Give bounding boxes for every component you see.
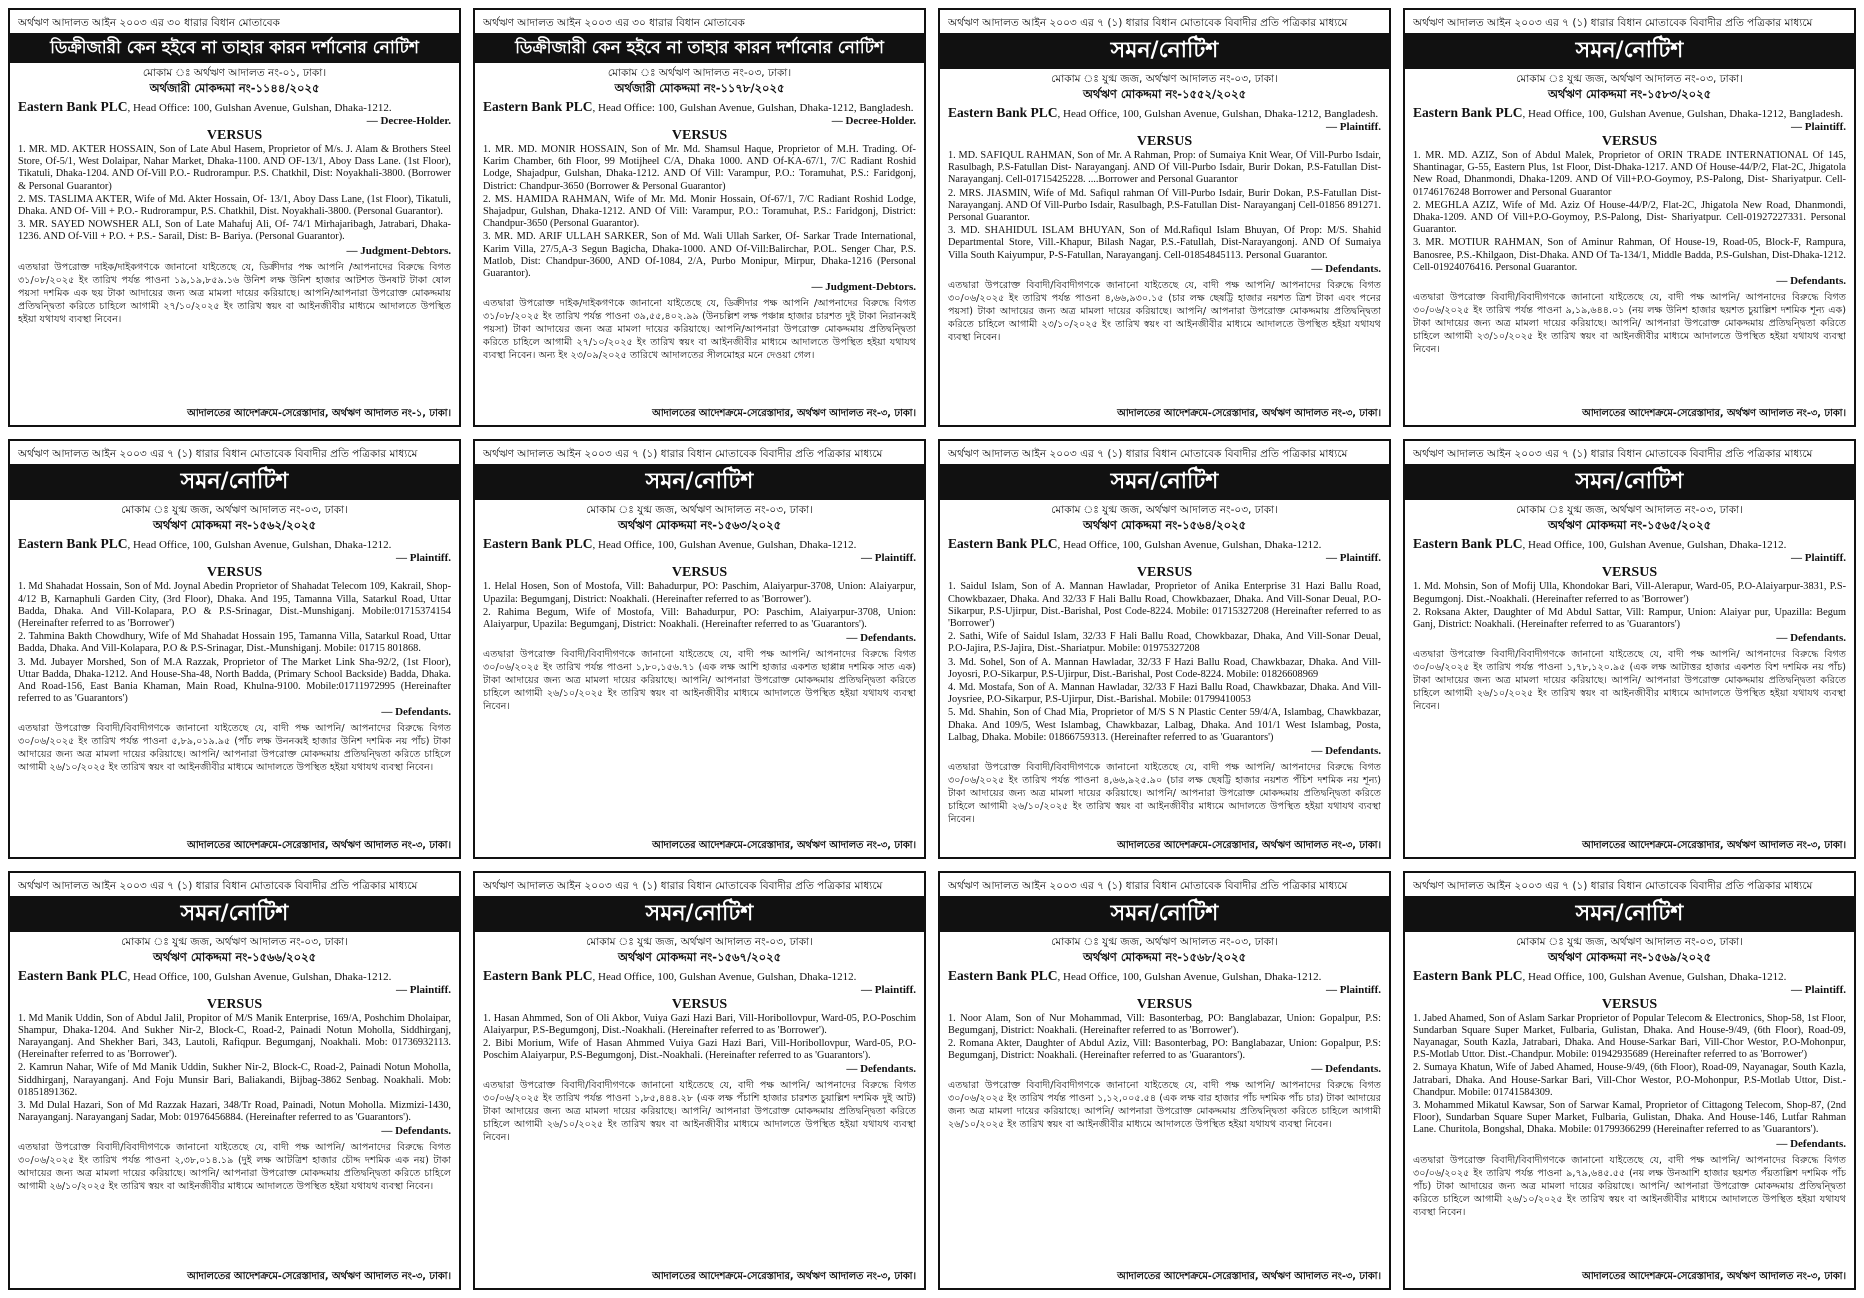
notice-body: এতদ্বারা উপরোক্ত দাইক/দাইকগণকে জানানো যাইতেছে যে, ডিক্রীদার পক্ষ আপনি /আপনাদের বিরুদ্ধে বিগত ৩১/০৮/২০২৫ ইং তারিখ পর্যন্ত পাওনা ৩৯,৫৫,৪০২.৯৯ (উনচল্লিশ লক্ষ পঞ্চান্ন হাজার চারশত দুই টাকা নিরানব্বই পয়সা) টাকা আদায়ের জন্য অত্র মামলা দায়ের করিয়াছে। আপনি/আপনারা উপরোক্ত মোকদ্দমায় প্রতিদ্বন্দ্বিতা করিতে চাহিলে আগামী ২৭/১০/২০২৫ ইং তারিখ স্বয়ং বা আইনজীবীর মাধ্যমে আদালতে উপস্থিত হইয়া যথাযথ ব্যবস্থা নিবেন। অন্য ইং ২৩/০৯/২০২৫ তারিখে আদালতের সীলমোহর মনে দেওয়া গেল। [483,298,916,362]
plaintiff-address: , Head Office, 100, Gulshan Avenue, Gulshan, Dhaka-1212. [1522,970,1787,983]
defendant-role: — Defendants. [1776,275,1846,288]
notices-page [8,8,1856,1290]
plaintiff-role: — Plaintiff. [1326,983,1381,996]
court-signature: আদালতের আদেশক্রমে-সেরেস্তাদার, অর্থঋণ আদালত নং-৩, ঢাকা। [1582,839,1846,851]
plaintiff [1413,969,1846,984]
notice-law-reference: অর্থঋণ আদালত আইন ২০০৩ এর ৭ (১) ধারার বিধান মোতাবেক বিবাদীর প্রতি পত্রিকার মাধ্যমে [1413,448,1813,461]
court-signature: আদালতের আদেশক্রমে-সেরেস্তাদার, অর্থঋণ আদালত নং-১, ঢাকা। [187,408,451,420]
defendant-entry: 3. Md Dulal Hazari, Son of Md Razzak Hazari, 348/Tr Road, Painadi, Notun Moholla. Mizmizi-1430, Narayanganj. Narayanganj Sadar, Mob: 01976456884. (Hereinafter referred to as 'Guarantors'). [18,1100,451,1124]
notice-law-reference: অর্থঋণ আদালত আইন ২০০৩ এর ৭ (১) ধারার বিধান মোতাবেক বিবাদীর প্রতি পত্রিকার মাধ্যমে [1413,879,1813,892]
notice-title: সমন/নোটিশ [1405,464,1854,500]
plaintiff-name: Eastern Bank PLC [1413,967,1523,983]
notice-title: সমন/নোটিশ [940,33,1389,69]
plaintiff [948,106,1381,121]
case-number: অর্থজারী মোকদ্দমা নং-১১৪৪/২০২৫ [149,81,320,95]
defendant-entry: 2. Kamrun Nahar, Wife of Md Manik Uddin, Sukher Nir-2, Block-C, Road-2, Painadi Notun Moholla, Siddhirganj, Narayanganj. And Foju Munsir Bari, Baliakandi, Bijbag-3862 Senbag. Noakhali. Mob: 01851891362. [18,1062,451,1098]
defendant-entry: 1. Jabed Ahamed, Son of Aslam Sarkar Proprietor of Popular Telecom & Electronics, Shop-58, 1st Floor, Sundarban Square Super Market, Fulbaria, Gulistan, Dhaka. And House-9/49, (6th Floor), Road-09, Nayanagar, South Kazla, Jatrabari, Dhaka. And House-Sarkar Bari, Vill-Chor Westor, P.O-Mohonpur, P.S-Motlab Uttor. Dist.-Chandpur. Mobile: 01942935689 (Hereinafter referred to as 'Borrower') [1413,1012,1846,1061]
plaintiff-role: — Plaintiff. [396,983,451,996]
versus-label: VERSUS [671,128,728,143]
notice-law-reference: অর্থঋণ আদালত আইন ২০০৩ এর ৭ (১) ধারার বিধান মোতাবেক বিবাদীর প্রতি পত্রিকার মাধ্যমে [18,448,418,461]
defendant-role: — Defendants. [1311,744,1381,757]
notice-body: এতদ্বারা উপরোক্ত বিবাদী/বিবাদীগণকে জানানো যাইতেছে যে, বাদী পক্ষ আপনি/ আপনাদের বিরুদ্ধে বিগত ৩০/০৬/২০২৫ ইং তারিখ পর্যন্ত পাওনা ১,৭৮,১২০.৯৫ (এক লক্ষ আটাত্তর হাজার একশত বিশ দশমিক নয় পাঁচ) টাকা আদায়ের জন্য অত্র মামলা দায়ের করিয়াছে। আপনি/ আপনারা উপরোক্ত মোকদ্দমায় প্রতিদ্বন্দ্বিতা করিতে চাহিলে আগামী ২৬/১০/২০২৫ ইং তারিখ স্বয়ং বা আইনজীবীর মাধ্যমে আদালতে উপস্থিত হইয়া যথাযথ ব্যবস্থা নিবেন। [1413,649,1846,713]
defendants-list [18,581,451,706]
notice-title: সমন/নোটিশ [940,464,1389,500]
plaintiff-role: — Plaintiff. [1326,552,1381,565]
defendant-entry: 2. Roksana Akter, Daughter of Md Abdul Sattar, Vill: Rampur, Union: Alaiyar pur, Upazilla: Begum Ganj, District: Noakhali. (Hereinafter referred to as 'Guarantors') [1413,606,1846,630]
court-name: মোকাম ঃ যুগ্ম জজ, অর্থঋণ আদালত নং-০৩, ঢাকা। [1051,935,1278,948]
defendant-entry: 2. Rahima Begum, Wife of Mostofa, Vill: Bahadurpur, PO: Paschim, Alaiyarpur-3708, Union: Alaiyarpur, Upazila: Begumganj, District: Noakhali. (Hereinafter referred to as 'Guarantors'). [483,606,916,630]
plaintiff-name: Eastern Bank PLC [1413,105,1523,120]
notice-body: এতদ্বারা উপরোক্ত বিবাদী/বিবাদীগণকে জানানো যাইতেছে যে, বাদী পক্ষ আপনি/ আপনাদের বিরুদ্ধে বিগত ৩০/০৬/২০২৫ ইং তারিখ পর্যন্ত পাওনা ১,৮০,১৫৬.৭১ (এক লক্ষ আশি হাজার একশত ছাপ্পান্ন দশমিক সাত এক) টাকা আদায়ের জন্য অত্র মামলা দায়ের করিয়াছে। আপনি/ আপনারা উপরোক্ত মোকদ্দমায় প্রতিদ্বন্দ্বিতা করিতে চাহিলে আগামী ২৬/১০/২০২৫ ইং তারিখ স্বয়ং বা আইনজীবীর মাধ্যমে আদালতে উপস্থিত হইয়া যথাযথ ব্যবস্থা নিবেন। [483,649,916,713]
plaintiff [18,537,451,552]
versus-label: VERSUS [206,128,263,143]
defendant-entry: 2. MRS. JIASMIN, Wife of Md. Safiqul rahman Of Vill-Purbo Isdair, Burir Dokan, P.S-Fatullan Dist- Narayanganj. AND Of Vill-Purbo Isdair, Rasulbagh, P.S-Fatullan Dist- Narayanganj Cell-01856 891271. Personal Guarantor. [948,187,1381,224]
defendant-entry: 1. MR. MD. MONIR HOSSAIN, Son of Mr. Md. Shamsul Haque, Proprietor of M.H. Trading. Of-Karim Chamber, 6th Floor, 99 Motijheel C/A, Dhaka 1000. AND Of-KA-67/1, 7/C Radiant Roshid Lodge, Shajadpur, Gulshan, Dhaka-1212. AND Of Vill: Varampur, P.O.: Toramuhat, P.S.: Faridgonj, District: Chandpur-3650 (Borrower & Personal Guarantor) [483,144,916,192]
defendant-entry: 2. Tahmina Bakth Chowdhury, Wife of Md Shahadat Hossain 195, Tamanna Villa, Satarkul Road, Uttar Badda, Dhaka. And Vill-Kolapara, P.O & P.S-Srinagar, Dist.-Munshiganj. Mobile: 01715 801868. [18,631,451,655]
case-number: অর্থঋণ মোকদ্দমা নং-১৫৬৭/২০২৫ [617,949,782,964]
plaintiff-address: , Head Office: 100, Gulshan Avenue, Gulshan, Dhaka-1212, Bangladesh. [592,102,914,114]
defendants-list [1413,581,1846,632]
versus-label: VERSUS [1601,565,1658,581]
versus-label: VERSUS [671,565,728,581]
defendants-list [483,581,916,632]
case-number: অর্থঋণ মোকদ্দমা নং-১৫৬৫/২০২৫ [1547,518,1712,533]
plaintiff-address: , Head Office, 100, Gulshan Avenue, Gulshan, Dhaka-1212, Bangladesh. [1057,108,1379,120]
defendants-list [948,581,1381,745]
defendant-entry: 4. Md. Mostafa, Son of A. Mannan Hawladar, 32/33 F Hazi Ballu Road, Chawkbazar, Dhaka. And Vill-Joysriee, P.O-Sikarpur, P.S-Ujirpur, Dist.-Barishal. Mobile: 01799410053 [948,681,1381,706]
plaintiff-role: — Plaintiff. [396,552,451,565]
defendant-role: — Defendants. [846,632,916,645]
legal-notice [8,871,461,1290]
notice-body: এতদ্বারা উপরোক্ত বিবাদী/বিবাদীগণকে জানানো যাইতেছে যে, বাদী পক্ষ আপনি/ আপনাদের বিরুদ্ধে বিগত ৩০/০৬/২০২৫ ইং তারিখ পর্যন্ত পাওনা ৪,৬৬,৯২৫.৯০ (চার লক্ষ ছেষট্টি হাজার নয়শত পঁচিশ দশমিক নয় শূন্য) টাকা আদায়ের জন্য অত্র মামলা দায়ের করিয়াছে। আপনি/ আপনারা উপরোক্ত মোকদ্দমায় প্রতিদ্বন্দ্বিতা করিতে চাহিলে আগামী ২৬/১০/২০২৫ ইং তারিখ স্বয়ং বা আইনজীবীর মাধ্যমে আদালতে উপস্থিত হইয়া যথাযথ ব্যবস্থা নিবেন। [948,761,1381,825]
court-signature: আদালতের আদেশক্রমে-সেরেস্তাদার, অর্থঋণ আদালত নং-৩, ঢাকা। [1117,839,1381,851]
plaintiff-address: , Head Office, 100, Gulshan Avenue, Gulshan, Dhaka-1212. [592,539,857,552]
defendant-entry: 2. Bibi Morium, Wife of Hasan Ahmmed Vuiya Gazi Hazi Bari, Vill-Horibollovpur, Ward-05, P.O-Poschim Alaiyarpur, P.S-Begumgonj, Dist.-Noakhali. (Hereinafter referred to as 'Guarantors'). [483,1038,916,1062]
defendants-list [18,1013,451,1126]
case-number: অর্থঋণ মোকদ্দমা নং-১৫৬৩/২০২৫ [617,518,782,533]
court-name: মোকাম ঃ যুগ্ম জজ, অর্থঋণ আদালত নং-০৩, ঢাকা। [121,504,348,517]
plaintiff-address: , Head Office: 100, Gulshan Avenue, Gulshan, Dhaka-1212. [127,102,392,114]
defendant-entry: 3. MD. SHAHIDUL ISLAM BHUYAN, Son of Md.Rafiqul Islam Bhuyan, Of Prop: M/S. Shahid Departmental Store, Vill.-Khapur, Bilash Nagar, P.S.-Fatullah, Dist-Narayangonj. AND Of Sumaiya Villa South Kaiyumpur, P-S-Fatullan, Narayanganj. Cell-01854845113. Personal Guarantor. [948,225,1381,261]
notice-law-reference: অর্থঋণ আদালত আইন ২০০৩ এর ৭ (১) ধারার বিধান মোতাবেক বিবাদীর প্রতি পত্রিকার মাধ্যমে [948,879,1348,892]
legal-notice [938,871,1391,1290]
plaintiff-role: — Decree-Holder. [831,115,916,127]
plaintiff-role: — Plaintiff. [1791,121,1846,133]
court-name: মোকাম ঃ অর্থঋণ আদালত নং-০১, ঢাকা। [142,67,327,79]
notice-body: এতদ্বারা উপরোক্ত বিবাদী/বিবাদীগণকে জানানো যাইতেছে যে, বাদী পক্ষ আপনি/ আপনাদের বিরুদ্ধে বিগত ৩০/০৬/২০২৫ ইং তারিখ পর্যন্ত পাওনা ৯,১৯,৬৪৪.০১ (নয় লক্ষ উনিশ হাজার ছয়শত চুয়াল্লিশ দশমিক শূন্য এক) টাকা আদায়ের জন্য অত্র মামলা দায়ের করিয়াছে। আপনি/ আপনারা উপরোক্ত মোকদ্দমায় প্রতিদ্বন্দ্বিতা করিতে চাহিলে আগামী ২৩/১০/২০২৫ ইং তারিখ স্বয়ং বা আইনজীবীর মাধ্যমে আদালতে উপস্থিত হইয়া যথাযথ ব্যবস্থা নিবেন। [1413,292,1846,356]
court-name: মোকাম ঃ যুগ্ম জজ, অর্থঋণ আদালত নং-০৩, ঢাকা। [1516,73,1743,85]
notice-title: সমন/নোটিশ [1405,896,1854,932]
defendant-entry: 1. Helal Hosen, Son of Mostofa, Vill: Bahadurpur, PO: Paschim, Alaiyarpur-3708, Union: Alaiyarpur, Upazila: Begumganj, District: Noakhali. (Hereinafter referred to as 'Borrower'). [483,581,916,605]
defendant-entry: 1. MD. SAFIQUL RAHMAN, Son of Mr. A Rahman, Prop: of Sumaiya Knit Wear, Of Vill-Purbo Isdair, Rasulbagh, P.S-Fatullan Dist- Narayanganj. AND Of Vill-Purbo Isdair, Burir Dokan, P.S-Fatullan Dist- Narayanganj. Cell-01715425228. ....Borrower and Personal Guarantor [948,150,1381,186]
notice-law-reference: অর্থঋণ আদালত আইন ২০০৩ এর ৩০ ধারার বিধান মোতাবেক [18,17,280,29]
defendant-entry: 1. Md Manik Uddin, Son of Abdul Jalil, Propitor of M/S Manik Enterprise, 169/A, Poshchim Dholaipar, Shampur, Dhaka-1204. And Sukher Nir-2, Block-C, Road-2, Painadi Notun Moholla, Siddhirganj, Narayanganj. And Shekher Bari, 343, Lautoli, Rafiqpur. Begumganj, Noakhali. Mob: 01736932113. (Hereinafter referred to as 'Borrower'). [18,1012,451,1061]
plaintiff-name: Eastern Bank PLC [948,105,1058,120]
defendants-list [483,1013,916,1064]
defendant-role: — Defendants. [1776,1137,1846,1150]
versus-label: VERSUS [1136,565,1193,581]
notice-law-reference: অর্থঋণ আদালত আইন ২০০৩ এর ৭ (১) ধারার বিধান মোতাবেক বিবাদীর প্রতি পত্রিকার মাধ্যমে [1413,17,1813,29]
case-number: অর্থঋণ মোকদ্দমা নং-১৫৬২/২০২৫ [152,518,317,533]
legal-notice [938,439,1391,858]
notice-body: এতদ্বারা উপরোক্ত বিবাদী/বিবাদীগণকে জানানো যাইতেছে যে, বাদী পক্ষ আপনি/ আপনাদের বিরুদ্ধে বিগত ৩০/০৬/২০২৫ ইং তারিখ পর্যন্ত পাওনা ৪,৬৬,৯৩০.১৫ (চার লক্ষ ছেষট্টি হাজার নয়শত ত্রিশ টাকা এবং পনের পয়সা) টাকা আদায়ের জন্য অত্র মামলা দায়ের করিয়াছে। আপনি/ আপনারা উপরোক্ত মোকদ্দমায় প্রতিদ্বন্দ্বিতা করিতে চাহিলে আগামী ২৩/১০/২০২৫ ইং তারিখ স্বয়ং বা আইনজীবীর মাধ্যমে আদালতে উপস্থিত হইয়া যথাযথ ব্যবস্থা নিবেন। [948,279,1381,343]
versus-label: VERSUS [671,996,728,1012]
plaintiff-role: — Plaintiff. [861,552,916,565]
notice-title: সমন/নোটিশ [475,896,924,932]
plaintiff [1413,537,1846,552]
plaintiff [483,969,916,984]
court-signature: আদালতের আদেশক্রমে-সেরেস্তাদার, অর্থঋণ আদালত নং-৩, ঢাকা। [652,1271,916,1282]
defendant-entry: 3. MR. MD. ARIF ULLAH SARKER, Son of Md. Wali Ullah Sarker, Of- Sarkar Trade International, Karim Villa, 27/5,A-3 Segun Bagicha, Dhaka-1000. AND Of-Vill:Balirchar, P.OL. Senger Char, P.S. Matlob, Dist: Chandpur-3600, AND Of-1084, 2/A, Purbo Monipur, Mirpur, Dhaka-1216 (Personal Guarantor). [483,231,916,280]
court-signature: আদালতের আদেশক্রমে-সেরেস্তাদার, অর্থঋণ আদালত নং-৩, ঢাকা। [1117,1271,1381,1282]
legal-notice [473,439,926,858]
notice-title: সমন/নোটিশ [10,464,459,500]
legal-notice [1403,439,1856,858]
defendant-entry: 2. MS. TASLIMA AKTER, Wife of Md. Akter Hossain, Of- 13/1, Aboy Dass Lane, (1st Floor), Tikatuli, Dhaka. AND Of- Vill + P.O.- Rudrorampur, P.S. Chatkhil, Dist. Noyakhali-3800. (Personal Guarantor). [18,193,451,218]
notice-law-reference: অর্থঋণ আদালত আইন ২০০৩ এর ৭ (১) ধারার বিধান মোতাবেক বিবাদীর প্রতি পত্রিকার মাধ্যমে [18,879,418,892]
plaintiff-address: , Head Office, 100, Gulshan Avenue, Gulshan, Dhaka-1212. [592,970,857,983]
plaintiff-role: — Plaintiff. [1791,983,1846,996]
notice-law-reference: অর্থঋণ আদালত আইন ২০০৩ এর ৩০ ধারার বিধান মোতাবেক [483,17,745,29]
plaintiff-name: Eastern Bank PLC [948,967,1058,983]
defendant-role: — Defendants. [381,706,451,719]
court-signature: আদালতের আদেশক্রমে-সেরেস্তাদার, অর্থঋণ আদালত নং-৩, ঢাকা। [1117,408,1381,420]
defendants-list [483,144,916,281]
defendant-entry: 2. Sumaya Khatun, Wife of Jabed Ahamed, House-9/49, (6th Floor), Road-09, Nayanagar, South Kazla, Jatrabari, Dhaka. And House-Sarkar Bari, Vill-Chor Westor, P.O-Mohonpur, P.S-Motlab Uttor, Dist.-Chandpur. Mobile: 01741584309. [1413,1062,1846,1098]
plaintiff [18,100,451,115]
plaintiff-role: — Decree-Holder. [366,115,451,127]
defendant-entry: 2. Sathi, Wife of Saidul Islam, 32/33 F Hali Ballu Road, Chowkbazar, Dhaka, And Vill-Sonar Deual, P.O-Jajira, P.S-Jajira, Dist.-Shariatpur. Mobile: 01975327208 [948,631,1381,655]
notice-law-reference: অর্থঋণ আদালত আইন ২০০৩ এর ৭ (১) ধারার বিধান মোতাবেক বিবাদীর প্রতি পত্রিকার মাধ্যমে [948,17,1348,29]
case-number: অর্থঋণ মোকদ্দমা নং-১৫৬৯/২০২৫ [1547,949,1712,964]
notice-body: এতদ্বারা উপরোক্ত দাইক/দাইকগণকে জানানো যাইতেছে যে, ডিক্রীদার পক্ষ আপনি /আপনাদের বিরুদ্ধে বিগত ৩১/০৮/২০২৫ ইং তারিখ পর্যন্ত পাওনা ১৯,১৯,৮৫৯.১৬ উনিশ লক্ষ উনিশ হাজার আটশত উনষাট টাকা ষোল পয়সা দশমিক এক ছয় টাকা আদায়ের জন্য অত্র মামলা দায়ের করিয়াছে। আপনি/আপনারা উপরোক্ত মোকদ্দমায় প্রতিদ্বন্দ্বিতা করিতে চাহিলে আগামী ২৭/১০/২০২৫ ইং তারিখ স্বয়ং বা আইনজীবীর মাধ্যমে আদালতে উপস্থিত হইয়া যথাযথ ব্যবস্থা নিবেন। [18,261,451,325]
legal-notice [473,8,926,427]
plaintiff-role: — Plaintiff. [1326,121,1381,133]
versus-label: VERSUS [206,565,263,581]
legal-notice [1403,8,1856,427]
versus-label: VERSUS [1601,134,1658,149]
defendant-entry: 3. Md. Jubayer Morshed, Son of M.A Razzak, Proprietor of The Market Link Sha-92/2, (1st Floor), Uttar Badda, Dhaka-1212. And House-Sha-48, North Badda, (Primary School Backside) Badda, Dhaka. And Road-156, East Bania Khaman, Main Road, Khulna-9100. Mobile:01711972995 (Hereinafter referred to as 'Guarantors') [18,656,451,705]
notice-title: সমন/নোটিশ [1405,33,1854,69]
plaintiff-name: Eastern Bank PLC [483,99,593,114]
court-signature: আদালতের আদেশক্রমে-সেরেস্তাদার, অর্থঋণ আদালত নং-৩, ঢাকা। [187,1271,451,1282]
versus-label: VERSUS [1601,996,1658,1012]
plaintiff-name: Eastern Bank PLC [18,967,128,983]
plaintiff-address: , Head Office, 100, Gulshan Avenue, Gulshan, Dhaka-1212. [1057,970,1322,983]
court-signature: আদালতের আদেশক্রমে-সেরেস্তাদার, অর্থঋণ আদালত নং-৩, ঢাকা। [187,839,451,851]
notice-body: এতদ্বারা উপরোক্ত বিবাদী/বিবাদীগণকে জানানো যাইতেছে যে, বাদী পক্ষ আপনি/ আপনাদের বিরুদ্ধে বিগত ৩০/০৬/২০২৫ ইং তারিখ পর্যন্ত পাওনা ২,৩৮,০১৪.১৯ (দুই লক্ষ আটত্রিশ হাজার চৌদ্দ দশমিক এক নয়) টাকা আদায়ের জন্য অত্র মামলা দায়ের করিয়াছে। আপনি/ আপনারা উপরোক্ত মোকদ্দমায় প্রতিদ্বন্দ্বিতা করিতে চাহিলে আগামী ২৬/১০/২০২৫ ইং তারিখ স্বয়ং বা আইনজীবীর মাধ্যমে আদালতে উপস্থিত হইয়া যথাযথ ব্যবস্থা নিবেন। [18,1142,451,1193]
plaintiff-role: — Plaintiff. [1791,552,1846,565]
defendants-list [948,1013,1381,1064]
defendants-list [18,144,451,245]
notice-title: ডিক্রীজারী কেন হইবে না তাহার কারন দর্শানোর নোটিশ [475,33,924,63]
plaintiff-address: , Head Office, 100, Gulshan Avenue, Gulshan, Dhaka-1212. [127,970,392,983]
plaintiff-name: Eastern Bank PLC [18,536,128,552]
case-number: অর্থজারী মোকদ্দমা নং-১১৭৮/২০২৫ [614,81,785,95]
defendant-entry: 2. MS. HAMIDA RAHMAN, Wife of Mr. Md. Monir Hossain, Of-67/1, 7/C Radiant Roshid Lodge, Shajadpur, Gulshan, Dhaka-1212. AND Of Vill: Varampur, P.O.: Toramuhat, P.S.: Faridgonj, District: Chandpur-3650 (Personal Guarantor). [483,193,916,230]
court-name: মোকাম ঃ যুগ্ম জজ, অর্থঋণ আদালত নং-০৩, ঢাকা। [121,935,348,948]
plaintiff [18,969,451,984]
plaintiff [483,100,916,115]
defendant-entry: 3. Md. Sohel, Son of A. Mannan Hawladar, 32/33 F Hazi Ballu Road, Chawkbazar, Dhaka. And Vill-Joyosri, P.O-Sikarpur, P.S-Ujirpur, Dist.-Barishal, Post Code-8224. Mobile: 01826608969 [948,656,1381,680]
notice-law-reference: অর্থঋণ আদালত আইন ২০০৩ এর ৭ (১) ধারার বিধান মোতাবেক বিবাদীর প্রতি পত্রিকার মাধ্যমে [483,448,883,461]
court-name: মোকাম ঃ যুগ্ম জজ, অর্থঋণ আদালত নং-০৩, ঢাকা। [1516,935,1743,948]
court-name: মোকাম ঃ যুগ্ম জজ, অর্থঋণ আদালত নং-০৩, ঢাকা। [586,935,813,948]
defendants-list [948,150,1381,263]
plaintiff [948,969,1381,984]
legal-notice [8,439,461,858]
plaintiff-address: , Head Office, 100, Gulshan Avenue, Gulshan, Dhaka-1212. [1057,539,1322,552]
defendants-list [1413,1013,1846,1138]
court-name: মোকাম ঃ যুগ্ম জজ, অর্থঋণ আদালত নং-০৩, ঢাকা। [586,504,813,517]
defendant-entry: 3. MR. SAYED NOWSHER ALI, Son of Late Mahafuj Ali, Of- 74/1 Mirhajaribagh, Jatrabari, Dhaka-1236. AND Of-Vill + P.O. + P.S.- Sarail, Dist: B- Bariya. (Personal Guarantor). [18,219,451,243]
defendant-role: — Defendants. [381,1125,451,1138]
defendant-entry: 2. MEGHLA AZIZ, Wife of Md. Aziz Of House-44/P/2, Flat-2C, Jhigatola New Road, Dhanmondi, Dhaka-1209. AND Of Vill+P.O-Goymoy, P.S-Palong, Dist- Shariyatpur. Cell-01927227331. Personal Guarantor. [1413,199,1846,236]
versus-label: VERSUS [206,996,263,1012]
defendant-entry: 1. Saidul Islam, Son of A. Mannan Hawladar, Proprietor of Anika Enterprise 31 Hazi Ballu Road, Chowkbazaer, Dhaka. And 32/33 F Hali Ballu Road, Chowkbazaer, Dhaka. And Vill-Sonar Deual, P.O-Sikarpur, P.S-Ujirpur, Dist.-Barishal, Post Code-8224. Mobile: 01715327208 (Hereinafter referred to as 'Borrower') [948,581,1381,629]
court-name: মোকাম ঃ যুগ্ম জজ, অর্থঋণ আদালত নং-০৩, ঢাকা। [1051,504,1278,517]
defendant-entry: 5. Md. Shahin, Son of Chad Mia, Proprietor of M/S S N Plastic Center 59/4/A, Islambag, Chawkbazar, Dhaka. And 109/5, West Islambag, Chawkbazar, Lalbag, Dhaka. And 101/1 West Islambag, Posta, Lalbag, Dhaka. Mobile: 01866759313. (Hereinafter referred to as 'Guarantors') [948,707,1381,743]
plaintiff-address: , Head Office, 100, Gulshan Avenue, Gulshan, Dhaka-1212. [127,539,392,552]
legal-notice [938,8,1391,427]
defendant-role: — Defendants. [1776,632,1846,645]
defendant-role: — Judgment-Debtors. [811,281,916,294]
plaintiff-role: — Plaintiff. [861,983,916,996]
defendant-entry: 1. Hasan Ahmmed, Son of Oli Akbor, Vuiya Gazi Hazi Bari, Vill-Horibollovpur, Ward-05, P.O-Poschim Alaiyarpur, P.S-Begumgonj, Dist.-Noakhali. (Hereinafter referred to as 'Borrower'). [483,1012,916,1036]
plaintiff [483,537,916,552]
plaintiff-name: Eastern Bank PLC [1413,536,1523,552]
defendants-list [1413,150,1846,275]
defendant-entry: 1. MR. MD. AZIZ, Son of Abdul Malek, Proprietor of ORIN TRADE INTERNATIONAL Of 145, Shantinagar, G-55, Eastern Plus, 1st Floor, Dist-Dhaka-1217. AND Of House-44/P/2, Flat-2C, Jhigatola New Road, Dhanmondi, Dhaka-1209. AND Of Vill+P.O-Goymoy, P.S-Palong, Dist- Shariyatpur. Cell-01746176248 Borrower and Personal Guarantor [1413,150,1846,198]
plaintiff-address: , Head Office, 100, Gulshan Avenue, Gulshan, Dhaka-1212. [1522,539,1787,552]
defendant-entry: 1. Md Shahadat Hossain, Son of Md. Joynal Abedin Proprietor of Shahadat Telecom 109, Kakrail, Shop-4/12 B, Karnaphuli Garden City, (3rd Floor), Dhaka. And 195, Tamanna Villa, Satarkul Road, Uttar Badda, Dhaka. And Vill-Kolapara, P.O & P.S-Srinagar, Dist.-Munshiganj. Mobile:01715374154 (Hereinafter referred to as 'Borrower') [18,581,451,629]
plaintiff-name: Eastern Bank PLC [948,536,1058,552]
notice-title: সমন/নোটিশ [940,896,1389,932]
plaintiff-name: Eastern Bank PLC [18,99,128,114]
notice-body: এতদ্বারা উপরোক্ত বিবাদী/বিবাদীগণকে জানানো যাইতেছে যে, বাদী পক্ষ আপনি/ আপনাদের বিরুদ্ধে বিগত ৩০/০৬/২০২৫ ইং তারিখ পর্যন্ত পাওনা ১,৮৫,৪৪৪.২৮ (এক লক্ষ পঁচাশি হাজার চারশত চুয়াল্লিশ দশমিক দুই আট) টাকা আদায়ের জন্য অত্র মামলা দায়ের করিয়াছে। আপনি/ আপনারা উপরোক্ত মোকদ্দমায় প্রতিদ্বন্দ্বিতা করিতে চাহিলে আগামী ২৬/১০/২০২৫ ইং তারিখ স্বয়ং বা আইনজীবীর মাধ্যমে আদালতে উপস্থিত হইয়া যথাযথ ব্যবস্থা নিবেন। [483,1080,916,1144]
versus-label: VERSUS [1136,134,1193,149]
defendant-role: — Judgment-Debtors. [346,244,451,257]
notice-body: এতদ্বারা উপরোক্ত বিবাদী/বিবাদীগণকে জানানো যাইতেছে যে, বাদী পক্ষ আপনি/ আপনাদের বিরুদ্ধে বিগত ৩০/০৬/২০২৫ ইং তারিখ পর্যন্ত পাওনা ৫,৮৯,০১৯.৯৫ (পাঁচ লক্ষ উননব্বই হাজার উনিশ দশমিক নয় পাঁচ) টাকা আদায়ের জন্য অত্র মামলা দায়ের করিয়াছে। আপনি/ আপনারা উপরোক্ত মোকদ্দমায় প্রতিদ্বন্দ্বিতা করিতে চাহিলে আগামী ২৬/১০/২০২৫ ইং তারিখ স্বয়ং বা আইনজীবীর মাধ্যমে আদালতে উপস্থিত হইয়া যথাযথ ব্যবস্থা নিবেন। [18,723,451,774]
court-signature: আদালতের আদেশক্রমে-সেরেস্তাদার, অর্থঋণ আদালত নং-৩, ঢাকা। [652,839,916,851]
notice-title: ডিক্রীজারী কেন হইবে না তাহার কারন দর্শানোর নোটিশ [10,33,459,63]
defendant-role: — Defendants. [1311,262,1381,275]
defendant-entry: 2. Romana Akter, Daughter of Abdul Aziz, Vill: Basonterbag, PO: Banglabazar, Union: Gopalpur, P.S: Begumganj, District: Noakhali. (Hereinafter referred to as 'Guarantors'). [948,1038,1381,1062]
court-name: মোকাম ঃ অর্থঋণ আদালত নং-০৩, ঢাকা। [607,67,792,79]
notice-body: এতদ্বারা উপরোক্ত বিবাদী/বিবাদীগণকে জানানো যাইতেছে যে, বাদী পক্ষ আপনি/ আপনাদের বিরুদ্ধে বিগত ৩০/০৬/২০২৫ ইং তারিখ পর্যন্ত পাওনা ১,১২,০০৫.৫৪ (এক লক্ষ বার হাজার পাঁচ দশমিক পাঁচ চার) টাকা আদায়ের জন্য অত্র মামলা দায়ের করিয়াছে। আপনি/ আপনারা উপরোক্ত মোকদ্দমায় প্রতিদ্বন্দ্বিতা করিতে চাহিলে আগামী ২৬/১০/২০২৫ ইং তারিখ স্বয়ং বা আইনজীবীর মাধ্যমে আদালতে উপস্থিত হইয়া যথাযথ ব্যবস্থা নিবেন। [948,1080,1381,1131]
notice-law-reference: অর্থঋণ আদালত আইন ২০০৩ এর ৭ (১) ধারার বিধান মোতাবেক বিবাদীর প্রতি পত্রিকার মাধ্যমে [948,448,1348,461]
case-number: অর্থঋণ মোকদ্দমা নং-১৫৮৩/২০২৫ [1547,87,1712,101]
defendant-entry: 3. Mohammed Mikatul Kawsar, Son of Sarwar Kamal, Proprietor of Cittagong Telecom, Shop-87, (2nd Floor), Sundarban Square Super Market, Fulbaria, Gulistan, Dhaka. And House-146, Lutfar Rahman Lane. Churitola, Bongshal, Dhaka. Mobile: 01799366299 (Hereinafter referred to as 'Guarantors'). [1413,1100,1846,1136]
defendant-entry: 3. MR. MOTIUR RAHMAN, Son of Aminur Rahman, Of House-19, Road-05, Block-F, Rampura, Banosree, P.S.-Khilgaon, Dist-Dhaka. AND Of Ta-134/1, Middle Badda, P.S-Gulshan, Dist-Dhaka-1212. Cell-01924076416. Personal Guarantor. [1413,237,1846,273]
case-number: অর্থঋণ মোকদ্দমা নং-১৫৬৮/২০২৫ [1082,949,1247,964]
plaintiff-name: Eastern Bank PLC [483,967,593,983]
case-number: অর্থঋণ মোকদ্দমা নং-১৫৬৪/২০২৫ [1082,518,1247,533]
plaintiff [948,537,1381,552]
notice-title: সমন/নোটিশ [475,464,924,500]
legal-notice [8,8,461,427]
defendant-role: — Defendants. [846,1063,916,1076]
court-name: মোকাম ঃ যুগ্ম জজ, অর্থঋণ আদালত নং-০৩, ঢাকা। [1516,504,1743,517]
defendant-entry: 1. Noor Alam, Son of Nur Mohammad, Vill: Basonterbag, PO: Banglabazar, Union: Gopalpur, P.S: Begumganj, District: Noakhali. (Hereinafter referred to as 'Borrower'). [948,1012,1381,1036]
notice-law-reference: অর্থঋণ আদালত আইন ২০০৩ এর ৭ (১) ধারার বিধান মোতাবেক বিবাদীর প্রতি পত্রিকার মাধ্যমে [483,879,883,892]
defendant-entry: 1. MR. MD. AKTER HOSSAIN, Son of Late Abul Hasem, Proprietor of M/s. J. Alam & Brothers Steel Store, Of-5/1, West Dolaipar, Nahar Market, Dhaka-1100. AND OF-13/1, Aboy Dass Lane. (1st Floor), Tikatuli, Dhaka-1204. AND Of-Vill P.O.- Rudrorampur. P.S. Chatkhil, Dist: Noyakhali-3800. (Borrower & Personal Guarantor) [18,144,451,192]
case-number: অর্থঋণ মোকদ্দমা নং-১৫৬৬/২০২৫ [152,949,317,964]
court-signature: আদালতের আদেশক্রমে-সেরেস্তাদার, অর্থঋণ আদালত নং-৩, ঢাকা। [1582,408,1846,420]
legal-notice [1403,871,1856,1290]
court-name: মোকাম ঃ যুগ্ম জজ, অর্থঋণ আদালত নং-০৩, ঢাকা। [1051,73,1278,85]
case-number: অর্থঋণ মোকদ্দমা নং-১৫৫২/২০২৫ [1082,87,1247,101]
court-signature: আদালতের আদেশক্রমে-সেরেস্তাদার, অর্থঋণ আদালত নং-৩, ঢাকা। [652,408,916,420]
notice-body: এতদ্বারা উপরোক্ত বিবাদী/বিবাদীগণকে জানানো যাইতেছে যে, বাদী পক্ষ আপনি/ আপনাদের বিরুদ্ধে বিগত ৩০/০৬/২০২৫ ইং তারিখ পর্যন্ত পাওনা ৯,৭৯,৬৪৫.৫৫ (নয় লক্ষ উনআশি হাজার ছয়শত পঁয়তাল্লিশ দশমিক পাঁচ পাঁচ) টাকা আদায়ের জন্য অত্র মামলা দায়ের করিয়াছে। আপনি/ আপনারা উপরোক্ত মোকদ্দমায় প্রতিদ্বন্দ্বিতা করিতে চাহিলে আগামী ২৬/১০/২০২৫ ইং তারিখ স্বয়ং বা আইনজীবীর মাধ্যমে আদালতে উপস্থিত হইয়া যথাযথ ব্যবস্থা নিবেন। [1413,1154,1846,1218]
plaintiff-address: , Head Office, 100, Gulshan Avenue, Gulshan, Dhaka-1212, Bangladesh. [1522,108,1844,120]
versus-label: VERSUS [1136,996,1193,1012]
defendant-role: — Defendants. [1311,1063,1381,1076]
plaintiff [1413,106,1846,121]
notice-title: সমন/নোটিশ [10,896,459,932]
court-signature: আদালতের আদেশক্রমে-সেরেস্তাদার, অর্থঋণ আদালত নং-৩, ঢাকা। [1582,1271,1846,1282]
plaintiff-name: Eastern Bank PLC [483,536,593,552]
legal-notice [473,871,926,1290]
defendant-entry: 1. Md. Mohsin, Son of Mofij Ulla, Khondokar Bari, Vill-Alerapur, Ward-05, P.O-Alaiyarpur-3831, P.S-Begumgonj. Dist.-Noakhali. (Hereinafter referred to as 'Borrower') [1413,581,1846,605]
